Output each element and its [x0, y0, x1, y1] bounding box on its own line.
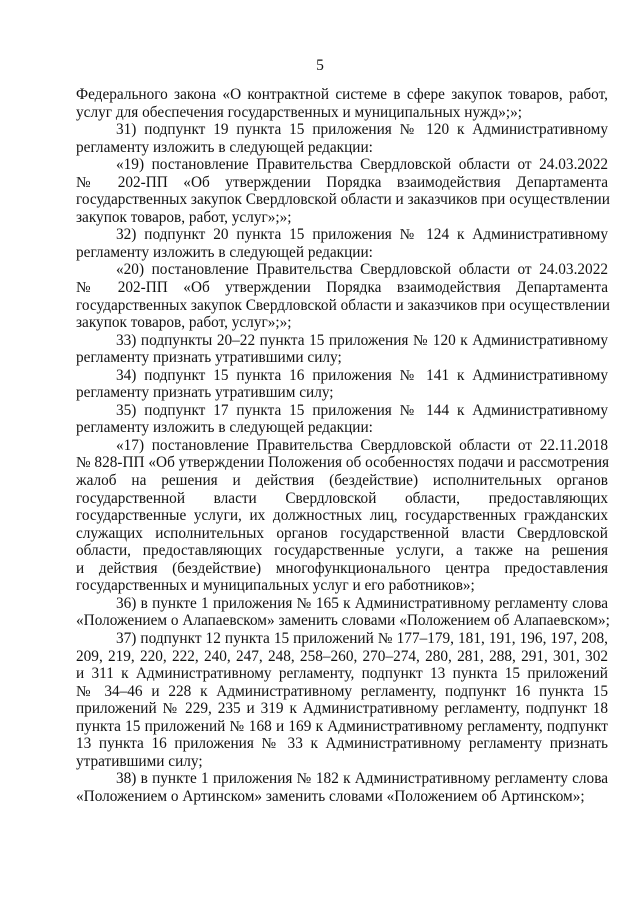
- text-line: 209, 219, 220, 222, 240, 247, 248, 258–260, 270–274, 280, 281, 288, 291, 301, 302: [76, 647, 608, 665]
- text-line: государственные услуги, их должностных лиц, государственных гражданских: [76, 507, 608, 525]
- text-line: 31) подпункт 19 пункта 15 приложения № 120 к Административному: [116, 121, 608, 139]
- text-line: «20) постановление Правительства Свердловской области от 24.03.2022: [116, 261, 608, 279]
- text-line: «Положением о Артинском» заменить словами «Положением об Артинском»;: [76, 787, 585, 805]
- text-line: «17) постановление Правительства Свердловской области от 22.11.2018: [116, 436, 608, 454]
- text-line: государственной власти Свердловской области, предоставляющих: [76, 489, 608, 507]
- text-line: «19) постановление Правительства Свердловской области от 24.03.2022: [116, 156, 608, 174]
- paragraph: [76, 156, 608, 226]
- text-line: Федерального закона «О контрактной системе в сфере закупок товаров, работ,: [76, 86, 608, 103]
- text-line: и действия (бездействие) многофункционального центра предоставления: [76, 559, 608, 577]
- paragraph: [76, 86, 608, 121]
- text-line: регламенту изложить в следующей редакции:: [76, 243, 373, 261]
- paragraph: [76, 770, 608, 805]
- paragraph: [76, 226, 608, 261]
- text-line: государственных закупок Свердловской области и заказчиков при осуществлении: [76, 191, 610, 209]
- text-line: приложений № 229, 235 и 319 к Административному регламенту, подпункт 18: [76, 700, 608, 718]
- text-line: государственных и муниципальных услуг и его работников»;: [76, 577, 475, 595]
- text-line: регламенту изложить в следующей редакции:: [76, 138, 373, 156]
- text-line: 34) подпункт 15 пункта 16 приложения № 141 к Административному: [116, 366, 608, 384]
- text-line: регламенту изложить в следующей редакции:: [76, 419, 373, 437]
- text-line: пункта 15 приложений № 168 и 169 к Административному регламенту, подпункт: [76, 717, 608, 735]
- text-line: служащих исполнительных органов государственной власти Свердловской: [76, 524, 608, 542]
- text-line: 13 пункта 16 приложения № 33 к Административному регламенту признать: [76, 735, 608, 753]
- paragraph: [76, 261, 608, 331]
- document-body: [76, 86, 608, 805]
- text-line: области, предоставляющих государственные услуги, а также на решения: [76, 542, 608, 560]
- paragraph: [76, 595, 608, 630]
- text-line: жалоб на решения и действия (бездействие) исполнительных органов: [76, 472, 608, 490]
- text-line: № 202-ПП «Об утверждении Порядка взаимодействия Департамента: [76, 173, 608, 191]
- text-line: услуг для обеспечения государственных и муниципальных нужд»;»;: [76, 103, 523, 121]
- text-line: 35) подпункт 17 пункта 15 приложения № 144 к Административному: [116, 401, 608, 419]
- text-line: № 202-ПП «Об утверждении Порядка взаимодействия Департамента: [76, 279, 608, 297]
- text-line: и 311 к Административному регламенту, подпункт 13 пункта 15 приложений: [76, 665, 608, 683]
- text-line: государственных закупок Свердловской области и заказчиков при осуществлении: [76, 296, 610, 314]
- paragraph: [76, 367, 608, 402]
- text-line: № 34–46 и 228 к Административному регламенту, подпункт 16 пункта 15: [76, 682, 608, 700]
- text-line: 36) в пункте 1 приложения № 165 к Административному регламенту слова: [116, 594, 608, 612]
- page-number: 5: [316, 57, 324, 74]
- text-line: регламенту признать утратившим силу;: [76, 384, 334, 402]
- text-line: утратившими силу;: [76, 752, 203, 770]
- paragraph: [76, 630, 608, 770]
- text-line: «Положением о Алапаевском» заменить словами «Положением об Алапаевском»;: [76, 612, 610, 630]
- text-line: 37) подпункт 12 пункта 15 приложений № 177–179, 181, 191, 196, 197, 208,: [116, 629, 608, 647]
- paragraph: [76, 437, 608, 595]
- text-line: 33) подпункты 20–22 пункта 15 приложения № 120 к Административному: [116, 331, 608, 349]
- text-line: регламенту признать утратившими силу;: [76, 349, 342, 367]
- text-line: № 828-ПП «Об утверждении Положения об особенностях подачи и рассмотрения: [76, 454, 610, 472]
- text-line: 38) в пункте 1 приложения № 182 к Административному регламенту слова: [116, 770, 608, 788]
- paragraph: [76, 402, 608, 437]
- text-line: закупок товаров, работ, услуг»;»;: [76, 208, 292, 226]
- text-line: 32) подпункт 20 пункта 15 приложения № 124 к Административному: [116, 226, 608, 244]
- paragraph: [76, 332, 608, 367]
- text-line: закупок товаров, работ, услуг»;»;: [76, 314, 292, 332]
- paragraph: [76, 121, 608, 156]
